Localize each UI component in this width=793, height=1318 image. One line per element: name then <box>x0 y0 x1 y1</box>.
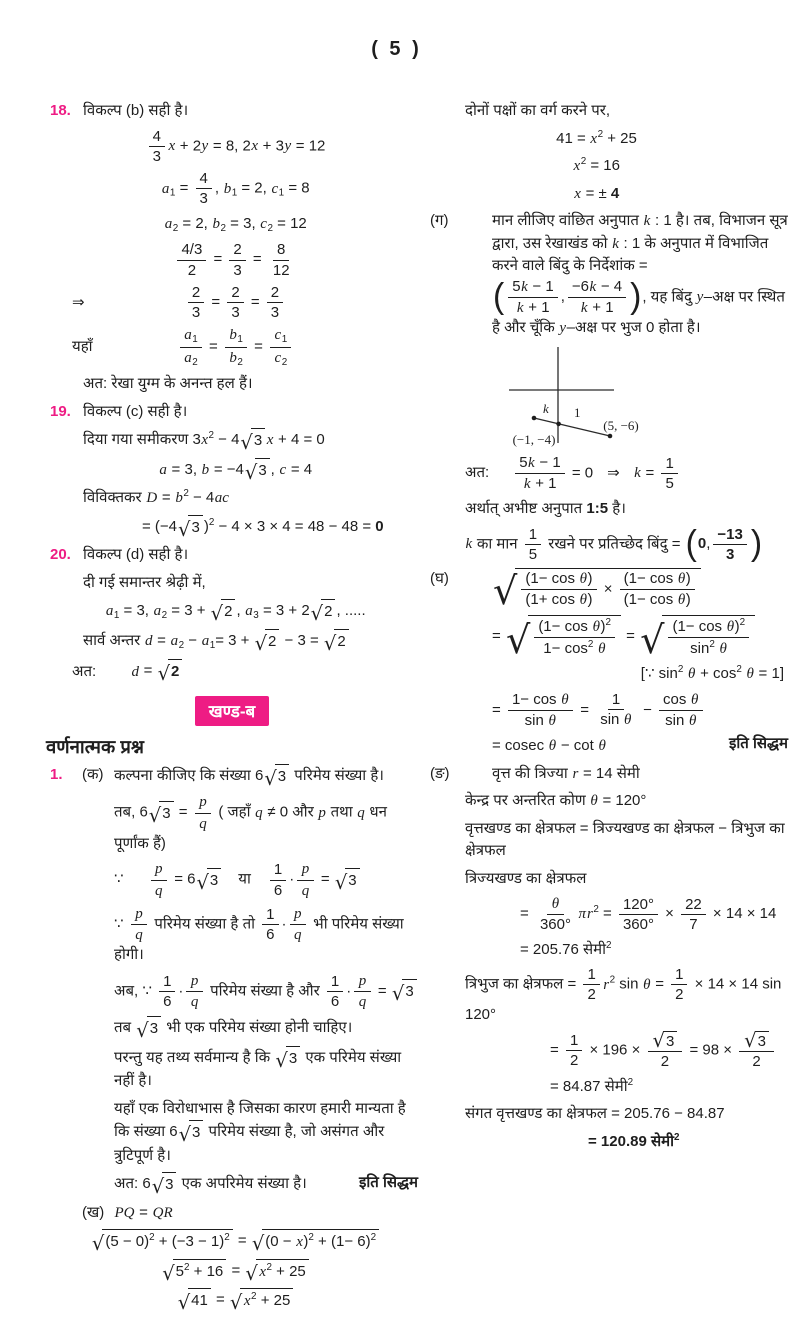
part-line: (ग) मान लीजिए वांछित अनुपात k : 1 है। तब, विभाजन सूत्र द्वारा, उस रेखाखंड को k : 1 के अनुपात में विभाजित करने वाले बिंदु के निर्देशांक = ( 5k − 1 k + 1 , −6k − 4 k + 1 ) , यह बिंदु y–अक्ष पर स्थित है और चूँकि y–अक्ष पर भुज 0 होता है। <box>430 212 788 336</box>
left-column-bottom <box>46 764 418 1313</box>
part-line: (ख) PQ = QR <box>46 1202 418 1225</box>
solution-line: यहाँ $\frac{a_1}{a_2}$ = $\frac{b_1}{b_2}$ = $\frac{c_1}{c_2}$ <box>46 326 418 368</box>
solution-line: संगत वृत्तखण्ड का क्षेत्रफल = 205.76 − 84.87 <box>465 1105 725 1122</box>
point-dot-intersection <box>556 421 561 426</box>
solution-line: सार्व अन्तर $d = a_2 - a_1= 3$ + √ 2 − 3 = √ 2 <box>46 629 418 654</box>
ratio-k-label: k <box>543 400 549 416</box>
solution-line: दिया गया समीकरण $3x^2 - 4$ √ 3 x + 4 = 0 <box>46 428 418 453</box>
page-number: ( 5 ) <box>371 38 422 60</box>
solution-line: $\frac{4/3}{2}$ = $\frac{2}{3}$ = $\frac{8}{12}$ <box>46 241 418 279</box>
solution-line: अत: 6 √ 3 एक अपरिमेय संख्या है। इति सिद्धम <box>114 1174 418 1199</box>
solution-line: √ $(5 - 0)^2 + (-3 - 1)^2$ = √ $(0 - x)^2 + (1- 6)^2$ <box>46 1229 418 1254</box>
question-number: 18. <box>50 102 71 119</box>
solution-line: परन्तु यह तथ्य सर्वमान्य है कि √ 3 एक परिमेय संख्या नहीं है। <box>46 1046 418 1093</box>
question-number: 19. <box>50 402 71 420</box>
qed-tag: इति सिद्धम <box>729 735 788 752</box>
point-label-2: (5, −6) <box>603 417 639 433</box>
right-column-top <box>424 100 788 340</box>
solution-line: ⇒ $\frac{2}{3}$ = $\frac{2}{3}$ = $\frac{2}{3}$ <box>46 284 418 322</box>
solution-line: ∵ $\frac{p}{q}$ परिमेय संख्या है तो $\frac{1}{6}$ · $\frac{p}{q}$ भी परिमेय संख्या होगी। <box>114 905 404 964</box>
point-dot-left <box>532 415 537 420</box>
solution-line: [∵ $\sin^2 \theta + \cos^2 \theta = 1$] <box>640 664 784 682</box>
question-line: 19. विकल्प (c) सही है। <box>46 401 418 424</box>
coordinate-figure <box>424 345 784 449</box>
section-badge-wrap <box>46 696 418 726</box>
solution-line: a = 3, b = −4 √ 3 , c = 4 <box>46 458 418 483</box>
part-line: (ङ) वृत्त की त्रिज्या r = 14 सेमी <box>424 763 788 786</box>
point-dot-right <box>608 433 613 438</box>
line-lead: अत: <box>465 464 490 481</box>
solution-line: = 205.76 सेमी$^2$ <box>520 939 612 958</box>
section-heading: वर्णनात्मक प्रश्न <box>46 735 144 757</box>
solution-line: त्रिज्यखण्ड का क्षेत्रफल <box>465 869 587 887</box>
question-line: 18. विकल्प (b) सही है। <box>46 100 418 123</box>
solution-line: अर्थात् अभीष्ट अनुपात 1:5 है। <box>465 500 626 517</box>
part-label: (क) <box>82 765 104 783</box>
part-label: (ङ) <box>430 764 450 782</box>
left-column <box>46 95 418 1318</box>
solution-line: अत: रेखा युग्म के अनन्त हल हैं। <box>83 375 253 393</box>
solution-line: ∵ $\frac{p}{q}$ = 6 √ 3 या $\frac{1}{6}$ · $\frac{p}{q}$ = √ 3 <box>46 860 418 900</box>
right-column-bottom <box>424 454 788 1154</box>
qed-tag: इति सिद्धम <box>359 1174 418 1192</box>
solution-line: $x^2 = 16$ <box>573 156 620 174</box>
solution-line: अब, ∵ $\frac{1}{6}$ · $\frac{p}{q}$ परिमेय संख्या है और $\frac{1}{6}$ · $\frac{p}{q}$ = √ 3 <box>46 972 418 1012</box>
ratio-1-label: 1 <box>574 404 581 420</box>
line-lead: अत: <box>72 662 97 680</box>
solution-line: केन्द्र पर अन्तरित कोण θ = 120° <box>465 792 647 809</box>
solution-line: अत: $\frac{5k - 1}{k + 1}$ = 0 ⇒ k = $\frac{1}{5}$ <box>424 454 788 494</box>
solution-line: √ $5^2 + 16$ = √ $x^2 + 25$ <box>46 1259 418 1284</box>
solution-line: त्रिभुज का क्षेत्रफल = $\frac{1}{2}$ $r^2$ sin θ = $\frac{1}{2}$ × 14 × 14 sin 120° <box>465 966 782 1023</box>
solution-line: तब √ 3 भी एक परिमेय संख्या होनी चाहिए। <box>46 1016 418 1041</box>
solution-line: $41 = x^2 + 25$ <box>556 128 637 147</box>
solution-line: x = ± 4 <box>574 184 620 202</box>
solution-line: यहाँ एक विरोधाभास है जिसका कारण हमारी मान्यता है कि संख्या 6 √ 3 परिमेय संख्या है, जो असंगत और त्रुटिपूर्ण है। <box>114 1099 406 1164</box>
solution-line: = 84.87 सेमी$^2$ <box>550 1076 634 1095</box>
solution-line: अत: d = √ 2 <box>46 659 418 684</box>
solution-line: = cosec θ − cot θ इति सिद्धम <box>492 735 788 754</box>
solution-line: = 120.89 सेमी$^2$ <box>588 1131 680 1150</box>
part-label: (ग) <box>430 212 449 229</box>
right-column <box>424 95 788 1158</box>
solution-line: $\frac{4}{3}$ x + 2y = 8, 2x + 3y = 12 <box>46 128 418 166</box>
solution-line: = (−4 √ 3 )$^2$ − 4 × 3 × 4 = 48 − 48 = 0 <box>46 515 418 540</box>
question-line: 20. विकल्प (d) सही है। <box>46 544 418 567</box>
solution-line: √ 41 = √ $x^2 + 25$ <box>46 1288 418 1313</box>
question-number: 1. <box>50 765 63 783</box>
question-number: 20. <box>50 546 71 564</box>
solution-line: = $\frac{\theta}{360^\circ}$ $\pi r^2$ = $\frac{120^\circ}{360^\circ}$ × $\frac{22}{7}$ × 14 × 14 <box>520 895 777 934</box>
solution-line: $a_1$ = $\frac{4}{3}$ , $b_1 = 2$, $c_1 = 8$ <box>161 170 310 208</box>
solution-line: = √ $\frac{(1- \cos \theta)^2}{1- \cos^2 \theta}$ = √ $\frac{(1- \cos \theta)^2}{\sin^2 \theta}$ <box>424 615 788 659</box>
solution-line: $a_1 = 3$, $a_2 = 3$ + √ 2 , $a_3 = 3 + 2$ √ 2 , ..... <box>46 599 418 624</box>
solution-line: k का मान $\frac{1}{5}$ रखने पर प्रतिच्छेद बिंदु = ( 0 , −13 3 ) <box>465 523 763 564</box>
solution-line: = $\frac{\text{1− cos θ}}{\text{sin θ}}$ = $\frac{1}{\text{sin θ}}$ − $\frac{\text{cos θ}}{\text{sin θ}}$ <box>424 691 788 731</box>
section-badge: खण्ड-ब <box>195 696 269 726</box>
part-line: (घ) √ $\frac{\text{(1− cos θ)}}{\text{(1+ cos θ)}}$ × $\frac{\text{(1− cos θ)}}{\text{(1− cos θ)}}$ <box>424 568 788 610</box>
line-lead: यहाँ <box>72 338 93 355</box>
part-label: (ख) <box>82 1203 105 1221</box>
question-line: 1. (क) कल्पना कीजिए कि संख्या 6 √ 3 परिमेय संख्या है। <box>50 765 384 790</box>
solution-line: दोनों पक्षों का वर्ग करने पर, <box>465 102 611 119</box>
solution-line: विविक्तकर $D = b^2 - 4ac$ <box>83 488 229 507</box>
part-label: (घ) <box>430 570 449 587</box>
line-lead: ⇒ <box>72 293 85 311</box>
solution-line: तब, 6 √ 3 = $\frac{p}{q}$ ( जहाँ q ≠ 0 और p तथा q धन पूर्णांक हैं) <box>114 794 387 852</box>
solution-line: $a_2 = 2$, $b_2 = 3$, $c_2 = 12$ <box>164 214 307 234</box>
point-label-1: (−1, −4) <box>512 431 556 447</box>
solution-line: = $\frac{1}{2}$ × 196 × √ 3 2 = 98 × √ 3 2 <box>424 1031 788 1071</box>
left-column-top <box>46 100 418 684</box>
solution-line: दी गई समान्तर श्रेढ़ी में, <box>83 573 206 591</box>
solution-line: वृत्तखण्ड का क्षेत्रफल = त्रिज्यखण्ड का क्षेत्रफल − त्रिभुज का क्षेत्रफल <box>465 819 785 859</box>
